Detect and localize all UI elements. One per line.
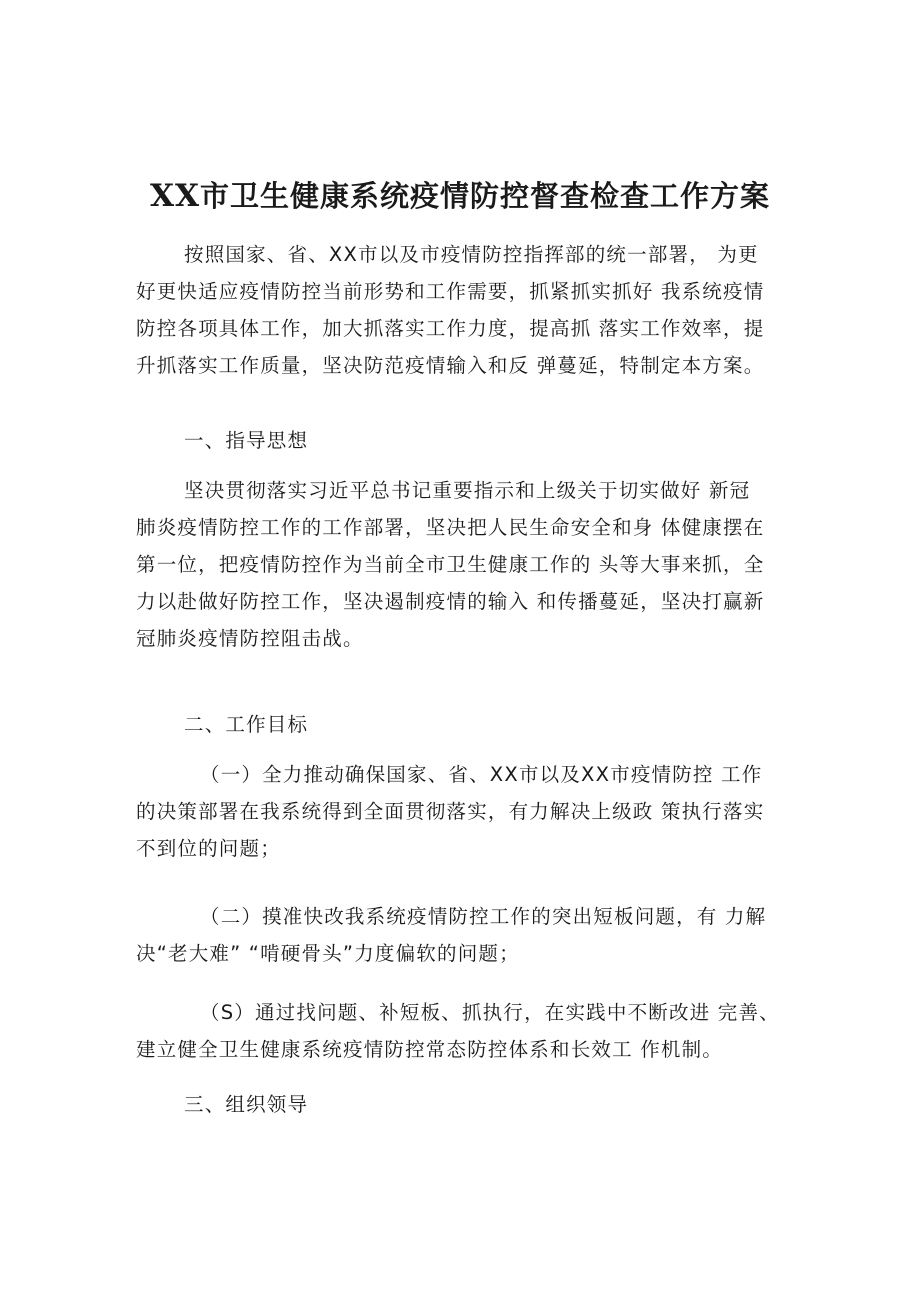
heading-text: 二、工作目标 [184, 713, 309, 736]
goal-item-1 [136, 756, 796, 867]
section-heading-guiding-thought [136, 422, 796, 459]
heading-text: 三、组织领导 [184, 1093, 309, 1116]
text-line: （二）摸准快改我系统疫情防控工作的突出短板问题，有 力解 [200, 905, 767, 928]
text-line: （一）全力推动确保国家、省、XX市以及XX市疫情防控 工作 [200, 763, 763, 786]
title-text: 市卫生健康系统疫情防控督查检查工作方案 [200, 179, 771, 213]
text-line: 肺炎疫情防控工作的工作部署，坚决把人民生命安全和身 体健康摆在 [136, 516, 765, 539]
text-line: 冠肺炎疫情防控阻击战。 [136, 627, 364, 650]
text-line: （S）通过找问题、补短板、抓执行，在实践中不断改进 完善、 [200, 1001, 780, 1024]
section-heading-organization [136, 1086, 796, 1123]
text-line: 坚决贯彻落实习近平总书记重要指示和上级关于切实做好 新冠 [184, 479, 751, 502]
text-line: 防控各项具体工作，加大抓落实工作力度，提高抓 落实工作效率，提 [136, 317, 765, 340]
intro-paragraph [136, 236, 796, 384]
section-heading-work-goals [136, 706, 796, 743]
text-line: 建立健全卫生健康系统疫情防控常态防控体系和长效工 作机制。 [136, 1038, 723, 1061]
text-line: 不到位的问题； [136, 837, 281, 860]
title-prefix: XX [149, 178, 201, 214]
guiding-thought-paragraph [136, 472, 796, 657]
text-line: 按照国家、省、XX市以及市疫情防控指挥部的统一部署， 为更 [184, 243, 759, 266]
text-line: 力以赴做好防控工作，坚决遏制疫情的输入 和传播蔓延，坚决打赢新 [136, 590, 765, 613]
heading-text: 一、指导思想 [184, 429, 309, 452]
text-line: 决“老大难” “啃硬骨头”力度偏软的问题； [136, 942, 520, 965]
text-line: 好更快适应疫情防控当前形势和工作需要，抓紧抓实抓好 我系统疫情 [136, 280, 765, 303]
document-title [0, 176, 920, 216]
text-line: 升抓落实工作质量，坚决防范疫情输入和反 弹蔓延，特制定本方案。 [136, 354, 765, 377]
goal-item-2 [136, 898, 796, 972]
goal-item-3 [136, 994, 796, 1068]
text-line: 第一位，把疫情防控作为当前全市卫生健康工作的 头等大事来抓，全 [136, 553, 765, 576]
text-line: 的决策部署在我系统得到全面贯彻落实，有力解决上级政 策执行落实 [136, 800, 765, 823]
